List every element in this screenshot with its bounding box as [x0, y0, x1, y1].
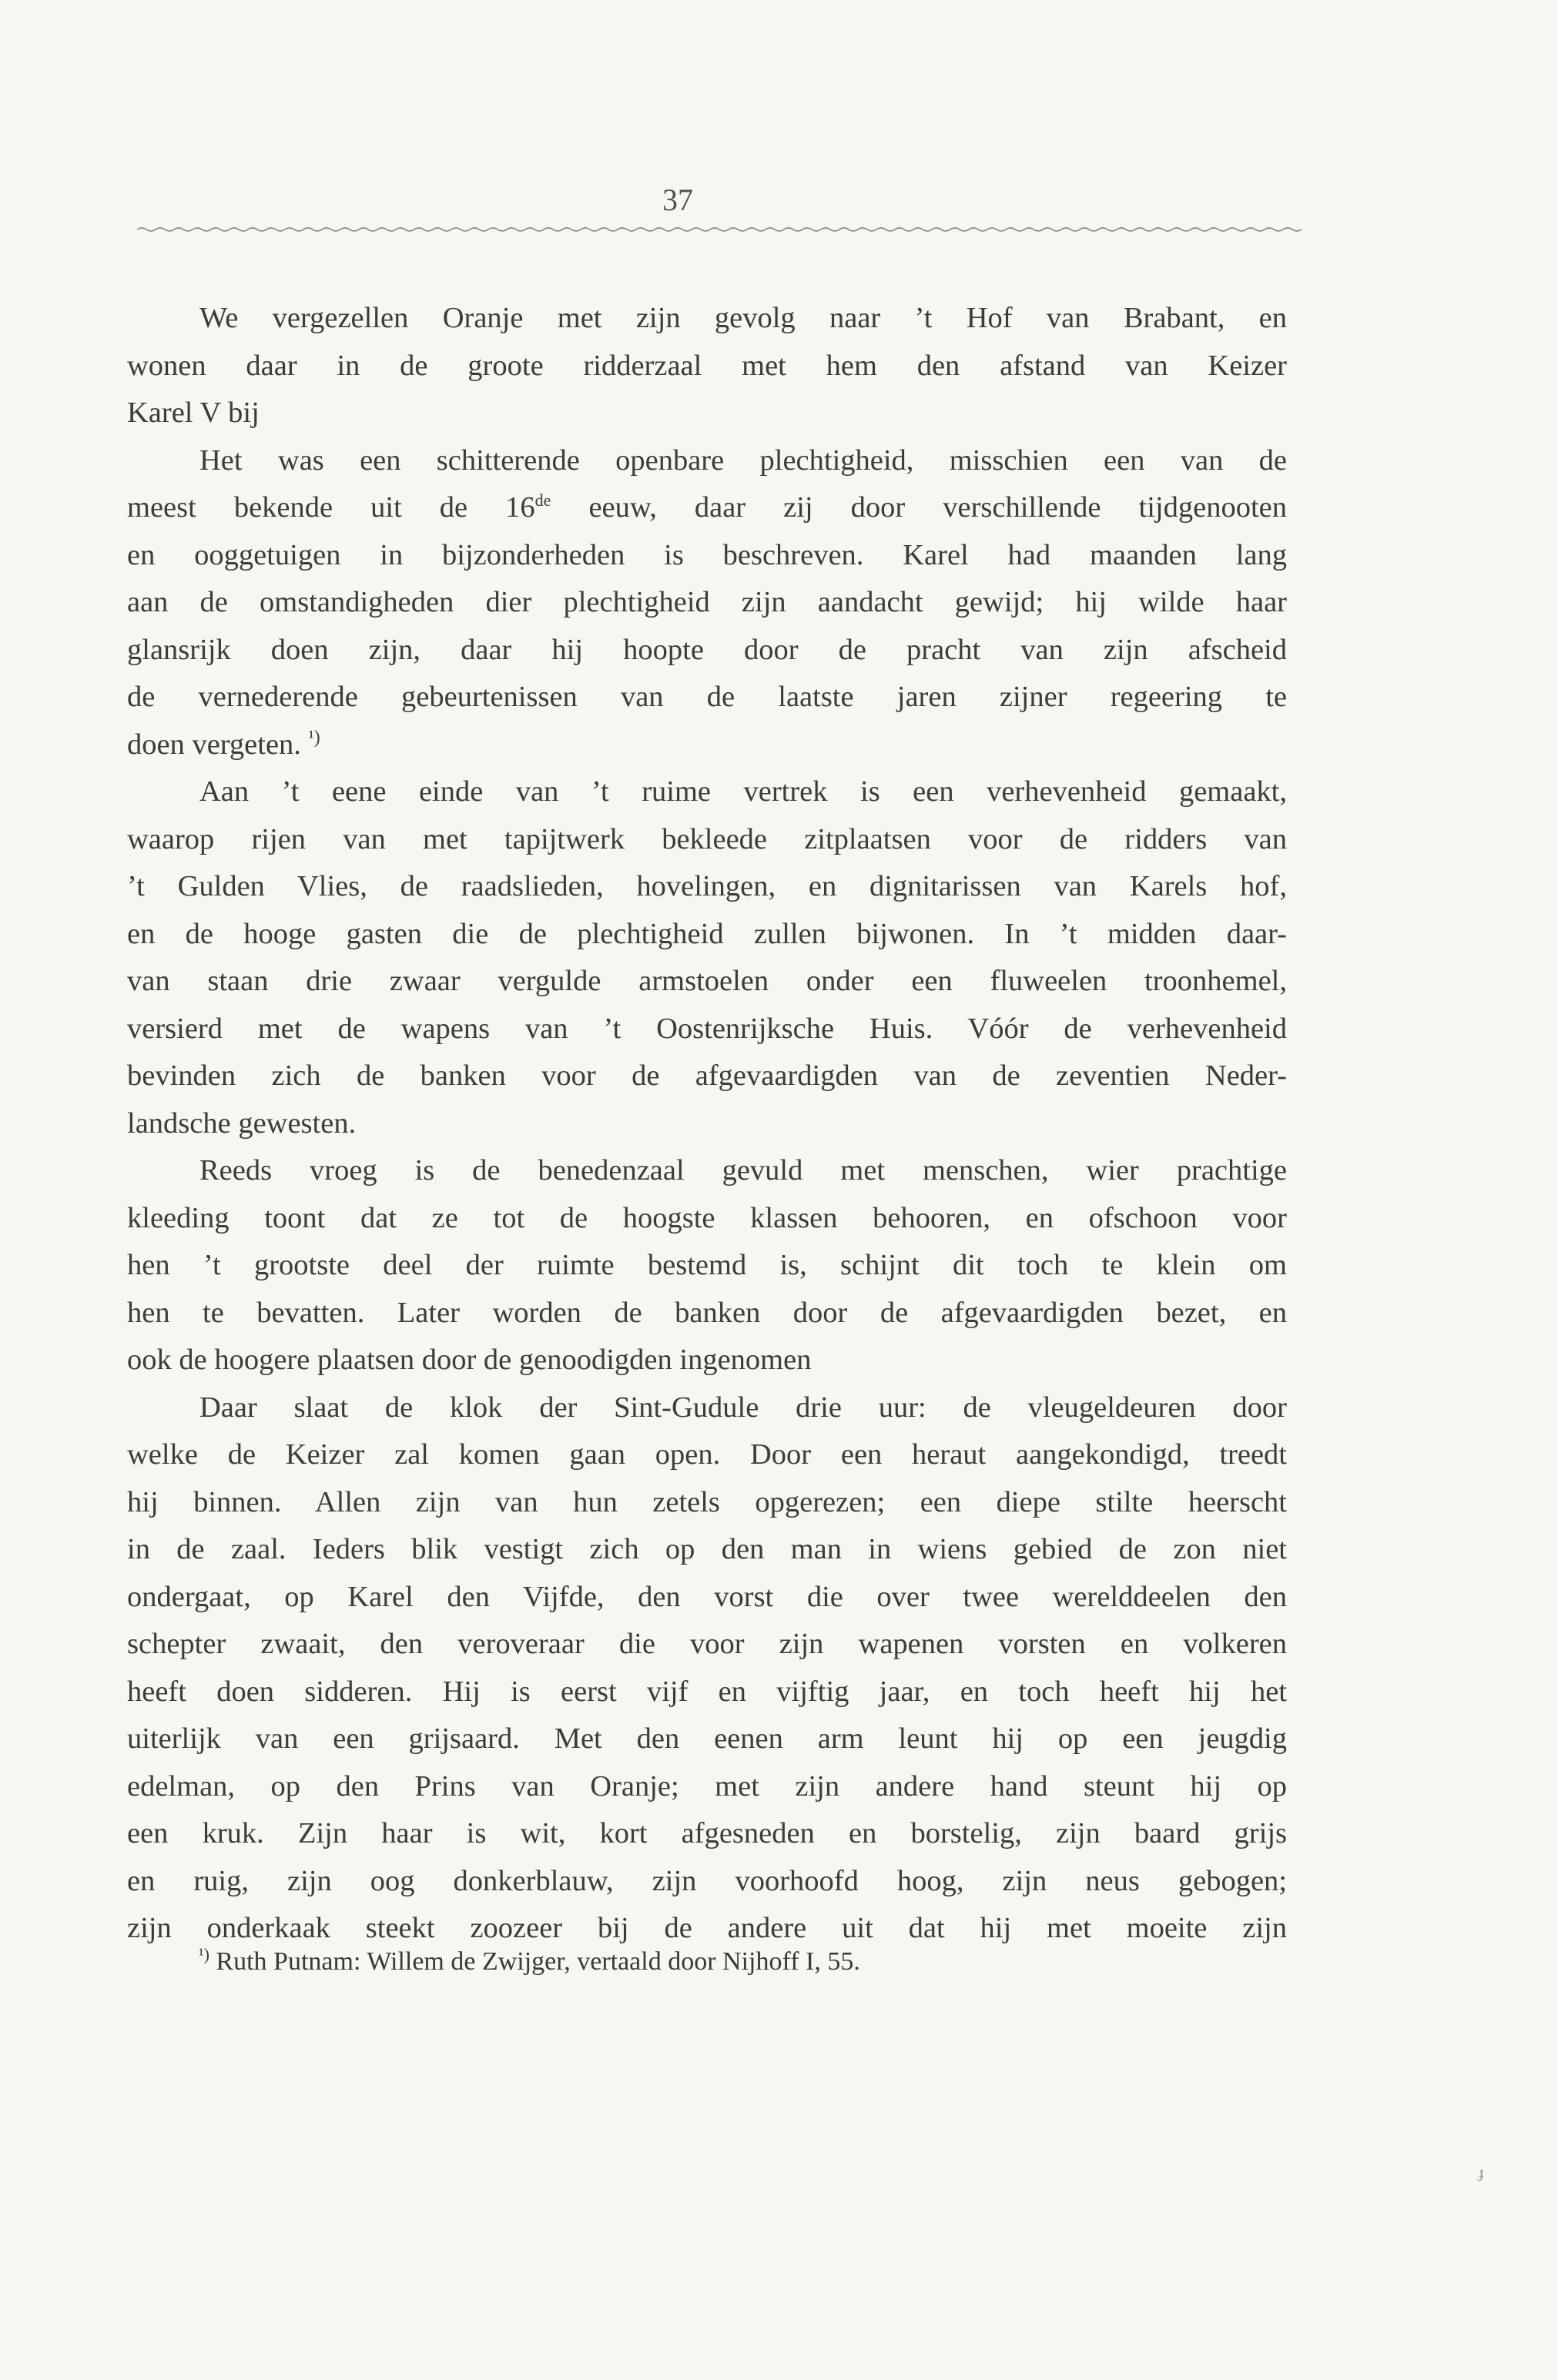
- text-line: waarop rijen van met tapijtwerk bekleede zitplaatsen voor de ridders van: [127, 822, 1287, 855]
- text-line: hen ’t grootste deel der ruimte bestemd is, schijnt dit toch te klein om: [127, 1249, 1287, 1281]
- text-line: wonen daar in de groote ridderzaal met hem den afstand van Keizer: [127, 349, 1287, 382]
- page-number: 37: [662, 182, 693, 217]
- text-line: [127, 721, 1287, 769]
- text-line: [127, 484, 1287, 532]
- text-line: de vernederende gebeurtenissen van de laatste jaren zijner regeering te: [127, 681, 1287, 713]
- text-line: Het was een schitterende openbare plechtigheid, misschien een van de: [199, 444, 1287, 477]
- footnote-mark: ¹): [199, 1944, 209, 1964]
- text-line: en ruig, zijn oog donkerblauw, zijn voorhoofd hoog, zijn neus gebogen;: [127, 1864, 1287, 1897]
- stray-ink-mark: ɟ: [1479, 2162, 1485, 2181]
- text-line: Karel V bij: [127, 397, 260, 429]
- text-line: heeft doen sidderen. Hij is eerst vijf en vijftig jaar, en toch heeft hij het: [127, 1675, 1287, 1708]
- text-line: glansrijk doen zijn, daar hij hoopte door de pracht van zijn afscheid: [127, 633, 1287, 666]
- text-line: ondergaat, op Karel den Vijfde, den vorst die over twee werelddeelen den: [127, 1580, 1287, 1613]
- superscript-ordinal: de: [534, 490, 551, 510]
- text-line: en de hooge gasten die de plechtigheid zullen bijwonen. In ’t midden daar-: [127, 917, 1287, 950]
- text-line: welke de Keizer zal komen gaan open. Door een heraut aangekondigd, treedt: [127, 1438, 1287, 1471]
- text-line: Reeds vroeg is de benedenzaal gevuld met menschen, wier prachtige: [199, 1154, 1287, 1187]
- text-line: aan de omstandigheden dier plechtigheid zijn aandacht gewijd; hij wilde haar: [127, 586, 1287, 618]
- body-text: [127, 295, 1287, 1953]
- text-line: We vergezellen Oranje met zijn gevolg naar ’t Hof van Brabant, en: [199, 302, 1287, 334]
- text-line: in de zaal. Ieders blik vestigt zich op den man in wiens gebied de zon niet: [127, 1533, 1287, 1565]
- footnote-text: Ruth Putnam: Willem de Zwijger, vertaald door Nijhoff I, 55.: [216, 1947, 860, 1976]
- text-segment: meest bekende uit de 16: [127, 491, 535, 524]
- text-line: edelman, op den Prins van Oranje; met zijn andere hand steunt hij op: [127, 1769, 1287, 1803]
- text-segment: eeuw, daar zij door verschillende tijdgenooten: [551, 491, 1287, 524]
- text-line: landsche gewesten.: [127, 1106, 357, 1140]
- text-line: Daar slaat de klok der Sint-Gudule drie uur: de vleugeldeuren door: [199, 1391, 1287, 1424]
- text-line: en ooggetuigen in bijzonderheden is beschreven. Karel had maanden lang: [127, 538, 1287, 571]
- text-line: schepter zwaait, den veroveraar die voor zijn wapenen vorsten en volkeren: [127, 1628, 1287, 1660]
- text-line: bevinden zich de banken voor de afgevaardigden van de zeventien Neder-: [127, 1059, 1287, 1092]
- footnote-reference: ¹): [308, 727, 320, 748]
- text-line: Aan ’t eene einde van ’t ruime vertrek is een verhevenheid gemaakt,: [199, 775, 1287, 808]
- text-line: hen te bevatten. Later worden de banken door de afgevaardigden bezet, en: [127, 1296, 1287, 1329]
- text-line: een kruk. Zijn haar is wit, kort afgesneden en borstelig, zijn baard grijs: [127, 1817, 1287, 1849]
- decorative-wavy-rule: [137, 223, 1302, 236]
- text-line: zijn onderkaak steekt zoozeer bij de andere uit dat hij met moeite zijn: [127, 1912, 1287, 1944]
- text-line: ook de hoogere plaatsen door de genoodigden ingenomen: [127, 1344, 812, 1376]
- text-line: versierd met de wapens van ’t Oostenrijksche Huis. Vóór de verhevenheid: [127, 1012, 1287, 1045]
- text-line: uiterlijk van een grijsaard. Met den eenen arm leunt hij op een jeugdig: [127, 1722, 1287, 1755]
- text-line: ’t Gulden Vlies, de raadslieden, hovelingen, en dignitarissen van Karels hof,: [127, 870, 1287, 902]
- text-line: hij binnen. Allen zijn van hun zetels opgerezen; een diepe stilte heerscht: [127, 1485, 1287, 1518]
- text-line: van staan drie zwaar vergulde armstoelen onder een fluweelen troonhemel,: [127, 965, 1287, 997]
- text-line: kleeding toont dat ze tot de hoogste klassen behooren, en ofschoon voor: [127, 1201, 1287, 1234]
- footnote: [199, 1944, 1200, 1977]
- text-segment: doen vergeten.: [127, 728, 301, 761]
